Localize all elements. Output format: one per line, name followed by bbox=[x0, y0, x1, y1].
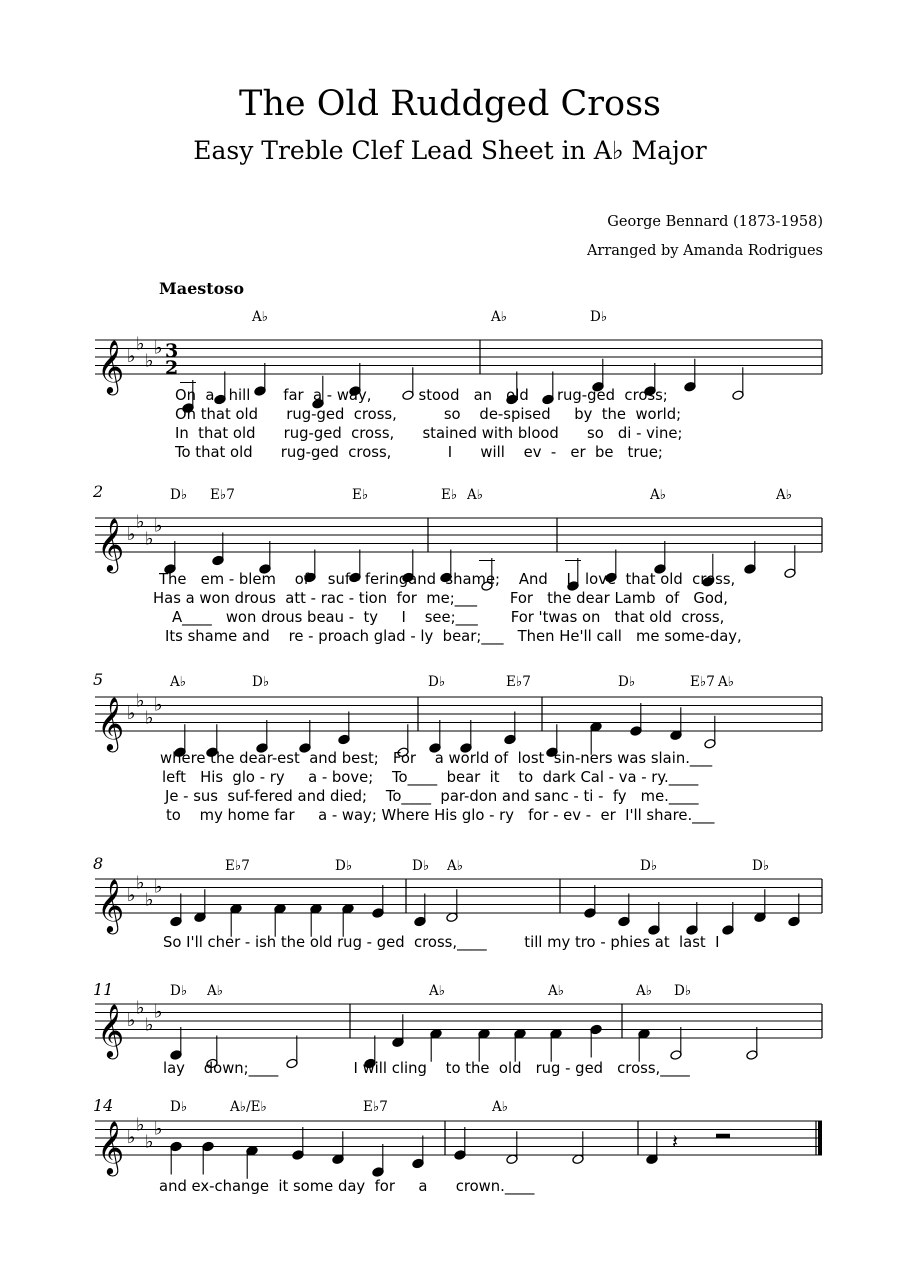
lyric-line: Its shame and re - proach glad - ly bear;___ Then He'll call me some-day, bbox=[165, 628, 742, 645]
lyric-line: and ex-change it some day for a crown.____ bbox=[159, 1178, 535, 1195]
treble-clef: 𝄞 bbox=[97, 339, 125, 393]
lyric-line: where the dear-est and best; For a world of lost sin-ners was slain.___ bbox=[160, 750, 713, 767]
chord-symbol: A♭ bbox=[776, 487, 793, 503]
flat-sign: ♭ bbox=[145, 528, 154, 550]
flat-sign: ♭ bbox=[127, 885, 136, 906]
flat-sign: ♭ bbox=[145, 350, 154, 372]
lyric-line: to my home far a - way; Where His glo - ry for - ev - er I'll share.___ bbox=[166, 807, 715, 824]
arranger-credit: Arranged by Amanda Rodrigues bbox=[586, 243, 823, 259]
flat-sign: ♭ bbox=[145, 707, 154, 729]
flat-sign: ♭ bbox=[127, 346, 136, 367]
lyric-line: lay down;____ I will cling to the old rug - ged cross,____ bbox=[163, 1060, 690, 1077]
chord-symbol: E♭ bbox=[441, 487, 458, 503]
lyric-line: To that old rug-ged cross, I will ev - er be true; bbox=[175, 444, 663, 461]
chord-symbol: D♭ bbox=[335, 858, 353, 874]
quarter-rest: 𝄽 bbox=[672, 1129, 679, 1154]
flat-sign: ♭ bbox=[136, 997, 145, 1019]
flat-sign: ♭ bbox=[145, 1131, 154, 1153]
flat-sign: ♭ bbox=[127, 1010, 136, 1031]
chord-symbol: A♭ bbox=[170, 674, 187, 690]
flat-sign: ♭ bbox=[154, 1001, 163, 1023]
lyric-line: A____ won drous beau - ty I see;___ For 'twas on that old cross, bbox=[172, 609, 725, 626]
flat-sign: ♭ bbox=[136, 1114, 145, 1136]
chord-symbol: A♭ bbox=[548, 983, 565, 999]
chord-symbol: A♭ bbox=[650, 487, 667, 503]
time-signature-bottom: 2 bbox=[165, 357, 179, 379]
tempo-marking: Maestoso bbox=[159, 279, 245, 298]
final-barline bbox=[818, 1121, 822, 1155]
flat-sign: ♭ bbox=[136, 511, 145, 533]
composer-credit: George Bennard (1873-1958) bbox=[607, 214, 823, 230]
chord-symbol: D♭ bbox=[252, 674, 270, 690]
flat-sign: ♭ bbox=[127, 703, 136, 724]
lyric-line: The em - blem of suf - feringand shame; And I love that old cross, bbox=[159, 571, 736, 588]
flat-sign: ♭ bbox=[136, 872, 145, 894]
chord-symbol: A♭/E♭ bbox=[230, 1099, 267, 1115]
lyric-line: In that old rug-ged cross, stained with blood so di - vine; bbox=[175, 425, 683, 442]
half-rest bbox=[716, 1134, 730, 1138]
chord-symbol: A♭ bbox=[636, 983, 653, 999]
chord-symbol: D♭ bbox=[170, 487, 188, 503]
lyric-line: Je - sus suf-fered and died; To____ par-don and sanc - ti - fy me.____ bbox=[165, 788, 699, 805]
chord-symbol: A♭ bbox=[718, 674, 735, 690]
treble-clef: 𝄞 bbox=[97, 696, 125, 750]
chord-symbol: D♭ bbox=[428, 674, 446, 690]
chord-symbol: D♭ bbox=[752, 858, 770, 874]
chord-symbol: E♭7 bbox=[363, 1099, 388, 1115]
chord-symbol: D♭ bbox=[640, 858, 658, 874]
measure-number: 14 bbox=[93, 1096, 114, 1115]
chord-symbol: D♭ bbox=[590, 309, 608, 325]
treble-clef: 𝄞 bbox=[97, 517, 125, 571]
flat-sign: ♭ bbox=[136, 690, 145, 712]
treble-clef: 𝄞 bbox=[97, 1120, 125, 1174]
flat-sign: ♭ bbox=[154, 1118, 163, 1140]
lyric-line: Oh that old rug-ged cross, so de-spised by the world; bbox=[175, 406, 682, 423]
flat-sign: ♭ bbox=[136, 333, 145, 355]
score-title: The Old Ruddged Cross bbox=[239, 84, 661, 124]
chord-symbol: D♭ bbox=[412, 858, 430, 874]
chord-symbol: A♭ bbox=[429, 983, 446, 999]
chord-symbol: D♭ bbox=[170, 1099, 188, 1115]
flat-sign: ♭ bbox=[127, 524, 136, 545]
treble-clef: 𝄞 bbox=[97, 1003, 125, 1057]
chord-symbol: D♭ bbox=[170, 983, 188, 999]
measure-number: 5 bbox=[93, 670, 104, 689]
score-subtitle: Easy Treble Clef Lead Sheet in A♭ Major bbox=[193, 136, 707, 165]
chord-symbol: D♭ bbox=[618, 674, 636, 690]
measure-number: 8 bbox=[93, 854, 104, 873]
lyric-line: Has a won drous att - rac - tion for me;___ For the dear Lamb of God, bbox=[153, 590, 728, 607]
chord-symbol: A♭ bbox=[252, 309, 269, 325]
flat-sign: ♭ bbox=[154, 515, 163, 537]
chord-symbol: E♭7 bbox=[210, 487, 235, 503]
chord-symbol: A♭ bbox=[447, 858, 464, 874]
measure-number: 2 bbox=[93, 482, 104, 501]
flat-sign: ♭ bbox=[154, 337, 163, 359]
chord-symbol: E♭7 bbox=[690, 674, 715, 690]
flat-sign: ♭ bbox=[154, 876, 163, 898]
chord-symbol: A♭ bbox=[491, 309, 508, 325]
chord-symbol: E♭7 bbox=[225, 858, 250, 874]
flat-sign: ♭ bbox=[145, 1014, 154, 1036]
chord-symbol: E♭7 bbox=[506, 674, 531, 690]
chord-symbol: A♭ bbox=[467, 487, 484, 503]
flat-sign: ♭ bbox=[145, 889, 154, 911]
chord-symbol: A♭ bbox=[207, 983, 224, 999]
chord-symbol: D♭ bbox=[674, 983, 692, 999]
measure-number: 11 bbox=[93, 980, 114, 999]
flat-sign: ♭ bbox=[127, 1127, 136, 1148]
chord-symbol: E♭ bbox=[352, 487, 369, 503]
time-signature-top: 3 bbox=[165, 340, 179, 362]
lyric-line: On a hill far a - way, stood an old rug-ged cross; bbox=[175, 387, 668, 404]
lyric-line: left His glo - ry a - bove; To____ bear it to dark Cal - va - ry.____ bbox=[162, 769, 699, 786]
lyric-line: So I'll cher - ish the old rug - ged cross,____ till my tro - phies at last I bbox=[163, 934, 720, 951]
flat-sign: ♭ bbox=[154, 694, 163, 716]
chord-symbol: A♭ bbox=[492, 1099, 509, 1115]
treble-clef: 𝄞 bbox=[97, 878, 125, 932]
